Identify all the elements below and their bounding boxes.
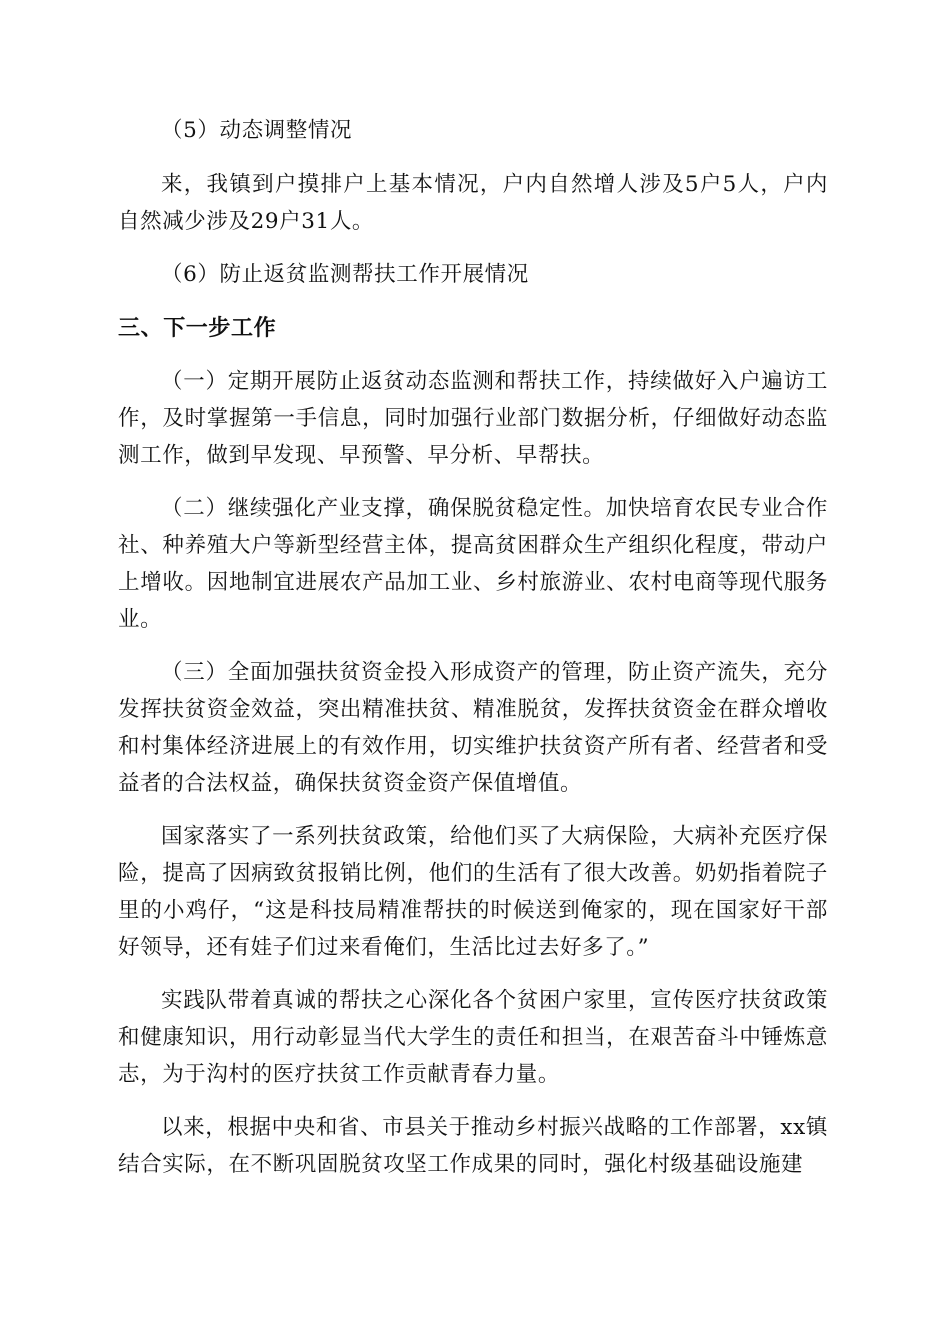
subsection-poverty-monitoring: （6）防止返贫监测帮扶工作开展情况: [161, 262, 529, 287]
paragraph-step-three: （三）全面加强扶贫资金投入形成资产的管理，防止资产流失，充分发挥扶贫资金效益，突出精准扶贫、精准脱贫，发挥扶贫资金在群众增收和村集体经济进展上的有效作用，切实维护扶贫资产所有者、经营者和受益者的合法权益，确保扶贫资金资产保值增值。: [118, 660, 828, 796]
paragraph-national-policy: 国家落实了一系列扶贫政策，给他们买了大病保险，大病补充医疗保险，提高了因病致贫报销比例，他们的生活有了很大改善。奶奶指着院子里的小鸡仔，“这是科技局精准帮扶的时候送到俺家的，现在国家好干部好领导，还有娃子们过来看俺们，生活比过去好多了。”: [118, 824, 828, 960]
heading-next-steps: 三、下一步工作: [118, 316, 277, 341]
subsection-dynamic-adjustment: （5）动态调整情况: [161, 118, 353, 143]
paragraph-household-changes: 来，我镇到户摸排户上基本情况，户内自然增人涉及5户5人，户内自然减少涉及29户31人。: [118, 172, 828, 234]
paragraph-rural-revitalization: 以来，根据中央和省、市县关于推动乡村振兴战略的工作部署，xx镇结合实际，在不断巩固脱贫攻坚工作成果的同时，强化村级基础设施建: [118, 1115, 828, 1177]
paragraph-step-one: （一）定期开展防止返贫动态监测和帮扶工作，持续做好入户遍访工作，及时掌握第一手信息，同时加强行业部门数据分析，仔细做好动态监测工作，做到早发现、早预警、早分析、早帮扶。: [118, 369, 828, 468]
paragraph-practice-team: 实践队带着真诚的帮扶之心深化各个贫困户家里，宣传医疗扶贫政策和健康知识，用行动彰显当代大学生的责任和担当，在艰苦奋斗中锤炼意志，为于沟村的医疗扶贫工作贡献青春力量。: [118, 988, 828, 1087]
paragraph-step-two: （二）继续强化产业支撑，确保脱贫稳定性。加快培育农民专业合作社、种养殖大户等新型经营主体，提高贫困群众生产组织化程度，带动户上增收。因地制宜进展农产品加工业、乡村旅游业、农村电商等现代服务业。: [118, 496, 828, 632]
